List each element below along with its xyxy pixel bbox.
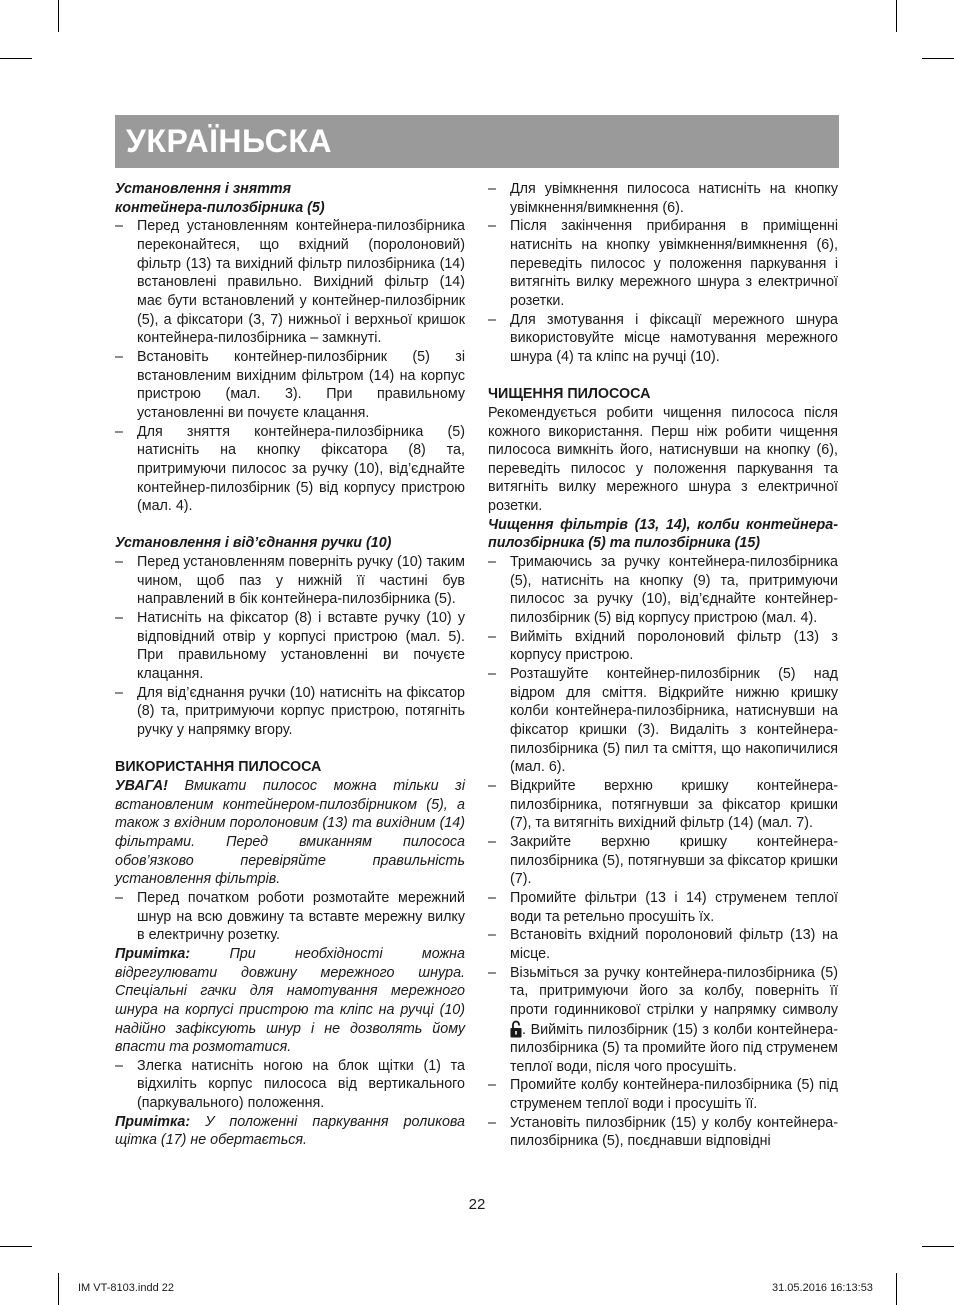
list-item: – Промийте колбу контейнера-пилозбірника (5) під струменем теплої води і просушіть її. — [488, 1077, 838, 1113]
list-item: – Розташуйте контейнер-пилозбірник (5) над відром для сміття. Відкрийте нижню кришку колби контейнера-пилозбірника, натиснувши на фіксатор кришки (3). Видаліть з контейнера-пилозбірника (5) пил та сміття, що накопичилися (мал. 6). — [488, 666, 838, 776]
list-item: – Для увімкнення пилососа натисніть на кнопку увімкнення/вимкнення (6). — [488, 181, 838, 216]
section-title: ВИКОРИСТАННЯ ПИЛОСОСА — [115, 759, 322, 776]
list-item: – Для зняття контейнера-пилозбірника (5) натисніть на кнопку фіксатора (8) та, притримуючи пилосос за ручку (10), від’єднайте контейнер-пилозбірник (5) від корпусу пристрою (мал. 4). — [115, 423, 465, 515]
paragraph: Рекомендується робити чищення пилососа після кожного використання. Перш ніж робити чищення пилососа вимкніть його, натиснувши на кнопку (6), переведіть пилосос у положення паркування та витягніть вилку мережного шнура з електричної розетки. — [488, 404, 838, 515]
footer-file: IM VT-8103.indd 22 — [78, 1282, 175, 1294]
list-item: – Візьміться за ручку контейнера-пилозбірника (5) та, притримуючи його за колбу, поверніть її проти годинникової стрілки у напрямку символу . Вийміть пилозбірник (15) з колби контейнера-пилозбірника (5) та промийте його під струменем теплої води, після чого просушіть. — [488, 964, 838, 1075]
crop-mark — [896, 0, 897, 32]
crop-mark — [922, 1246, 954, 1247]
crop-mark — [58, 1273, 59, 1305]
section-title: контейнера-пилозбірника (5) — [115, 199, 325, 216]
list-item: – Натисніть на фіксатор (8) і вставте ручку (10) у відповідний отвір у корпусі пристрою (мал. 5). При правильному установленні ви почуєте клацання. — [115, 610, 465, 683]
footer-datetime: 31.05.2016 16:13:53 — [772, 1282, 873, 1294]
unlock-icon — [510, 1020, 522, 1038]
note-paragraph: Примітка: При необхідності можна відрегулювати довжину мережного шнура. Спеціальні гачки для намотування мережного шнура на корпусі пристрою та кліпс на ручці (10) надійно зафіксують шнур і не дозволять йому впасти та розмотатися. — [115, 945, 465, 1056]
section-title: ЧИЩЕННЯ ПИЛОСОСА — [488, 386, 651, 403]
language-banner — [115, 115, 839, 168]
list-item: – Перед установленням поверніть ручку (10) таким чином, щоб паз у нижній її частині був направлений в бік контейнера-пилозбірника (5). — [115, 554, 465, 608]
section-title: Установлення і від’єднання ручки (10) — [115, 535, 392, 552]
list-item: – Злегка натисніть ногою на блок щітки (1) та відхиліть корпус пилососа від вертикального (паркувального) положення. — [115, 1057, 465, 1112]
crop-mark — [922, 58, 954, 59]
right-column — [488, 180, 838, 1151]
list-item: – Перед установленням контейнера-пилозбірника переконайтеся, що вхідний (поролоновий) фільтр (13) та вихідний фільтр пилозбірника (14) встановлені правильно. Вихідний фільтр (14) має бути встановлений у контейнер-пилозбірник (5), а фіксатори (3, 7) нижньої і верхньої кришок контейнера-пилозбірника – замкнуті. — [115, 218, 465, 347]
list-item: – Установіть пилозбірник (15) у колбу контейнера-пилозбірника (5), поєднавши відповідні — [488, 1114, 838, 1150]
list-item: – Після закінчення прибирання в приміщенні натисніть на кнопку увімкнення/вимкнення (6), переведіть пилосос у положення паркування і витягніть вилку мережного шнура з електричної розетки. — [488, 218, 838, 309]
section-title: Установлення і зняття — [115, 181, 292, 197]
warning-paragraph: УВАГА! Вмикати пилосос можна тільки зі встановленим контейнером-пилозбірником (5), а також з вхідним поролоновим (13) та вихідним (14) фільтрами. Перед вмиканням пилососа обов’язково перевіряйте правильність установлення фільтрів. — [115, 777, 465, 888]
crop-mark — [0, 58, 32, 59]
list-item: – Закрийте верхню кришку контейнера-пилозбірника (5), потягнувши за фіксатор кришки (7). — [488, 833, 838, 888]
list-item: – Встановіть контейнер-пилозбірник (5) зі встановленим вихідним фільтром (14) на корпус пристрою (мал. 3). При правильному установленні ви почуєте клацання. — [115, 348, 465, 421]
crop-mark — [896, 1273, 897, 1305]
page-number: 22 — [468, 1196, 486, 1213]
list-item: – Тримаючись за ручку контейнера-пилозбірника (5), натисніть на кнопку (9) та, притримуючи пилосос за ручку (10), від’єднайте контейнер-пилозбірник (5) від корпусу пристрою (мал. 4). — [488, 554, 838, 627]
list-item: – Встановіть вхідний поролоновий фільтр (13) на місце. — [488, 927, 838, 962]
list-item: – Відкрийте верхню кришку контейнера-пилозбірника, потягнувши за фіксатор кришки (7), та витягніть вихідний фільтр (14) (мал. 7). — [488, 777, 838, 832]
section-title: Чищення фільтрів (13, 14), колби контейнера-пилозбірника (5) та пилозбірника (15) — [488, 516, 838, 552]
list-item: – Для змотування і фіксації мережного шнура використовуйте місце намотування мережного шнура (4) та кліпс на ручці (10). — [488, 311, 838, 365]
list-item: – Перед початком роботи розмотайте мережний шнур на всю довжину та вставте мережну вилку в електричну розетку. — [115, 889, 465, 944]
list-item: – Вийміть вхідний поролоновий фільтр (13) з корпусу пристрою. — [488, 628, 838, 664]
list-item: – Промийте фільтри (13 і 14) струменем теплої води та ретельно просушіть їх. — [488, 889, 838, 925]
left-column — [115, 180, 465, 1150]
list-item: – Для від’єднання ручки (10) натисніть на фіксатор (8) та, притримуючи корпус пристрою, потягніть ручку у напрямку вгору. — [115, 684, 465, 739]
language-title: УКРАЇНЬСКА — [126, 123, 332, 159]
note-paragraph: Примітка: У положенні паркування роликова щітка (17) не обертається. — [115, 1113, 465, 1149]
crop-mark — [58, 0, 59, 32]
crop-mark — [0, 1246, 32, 1247]
